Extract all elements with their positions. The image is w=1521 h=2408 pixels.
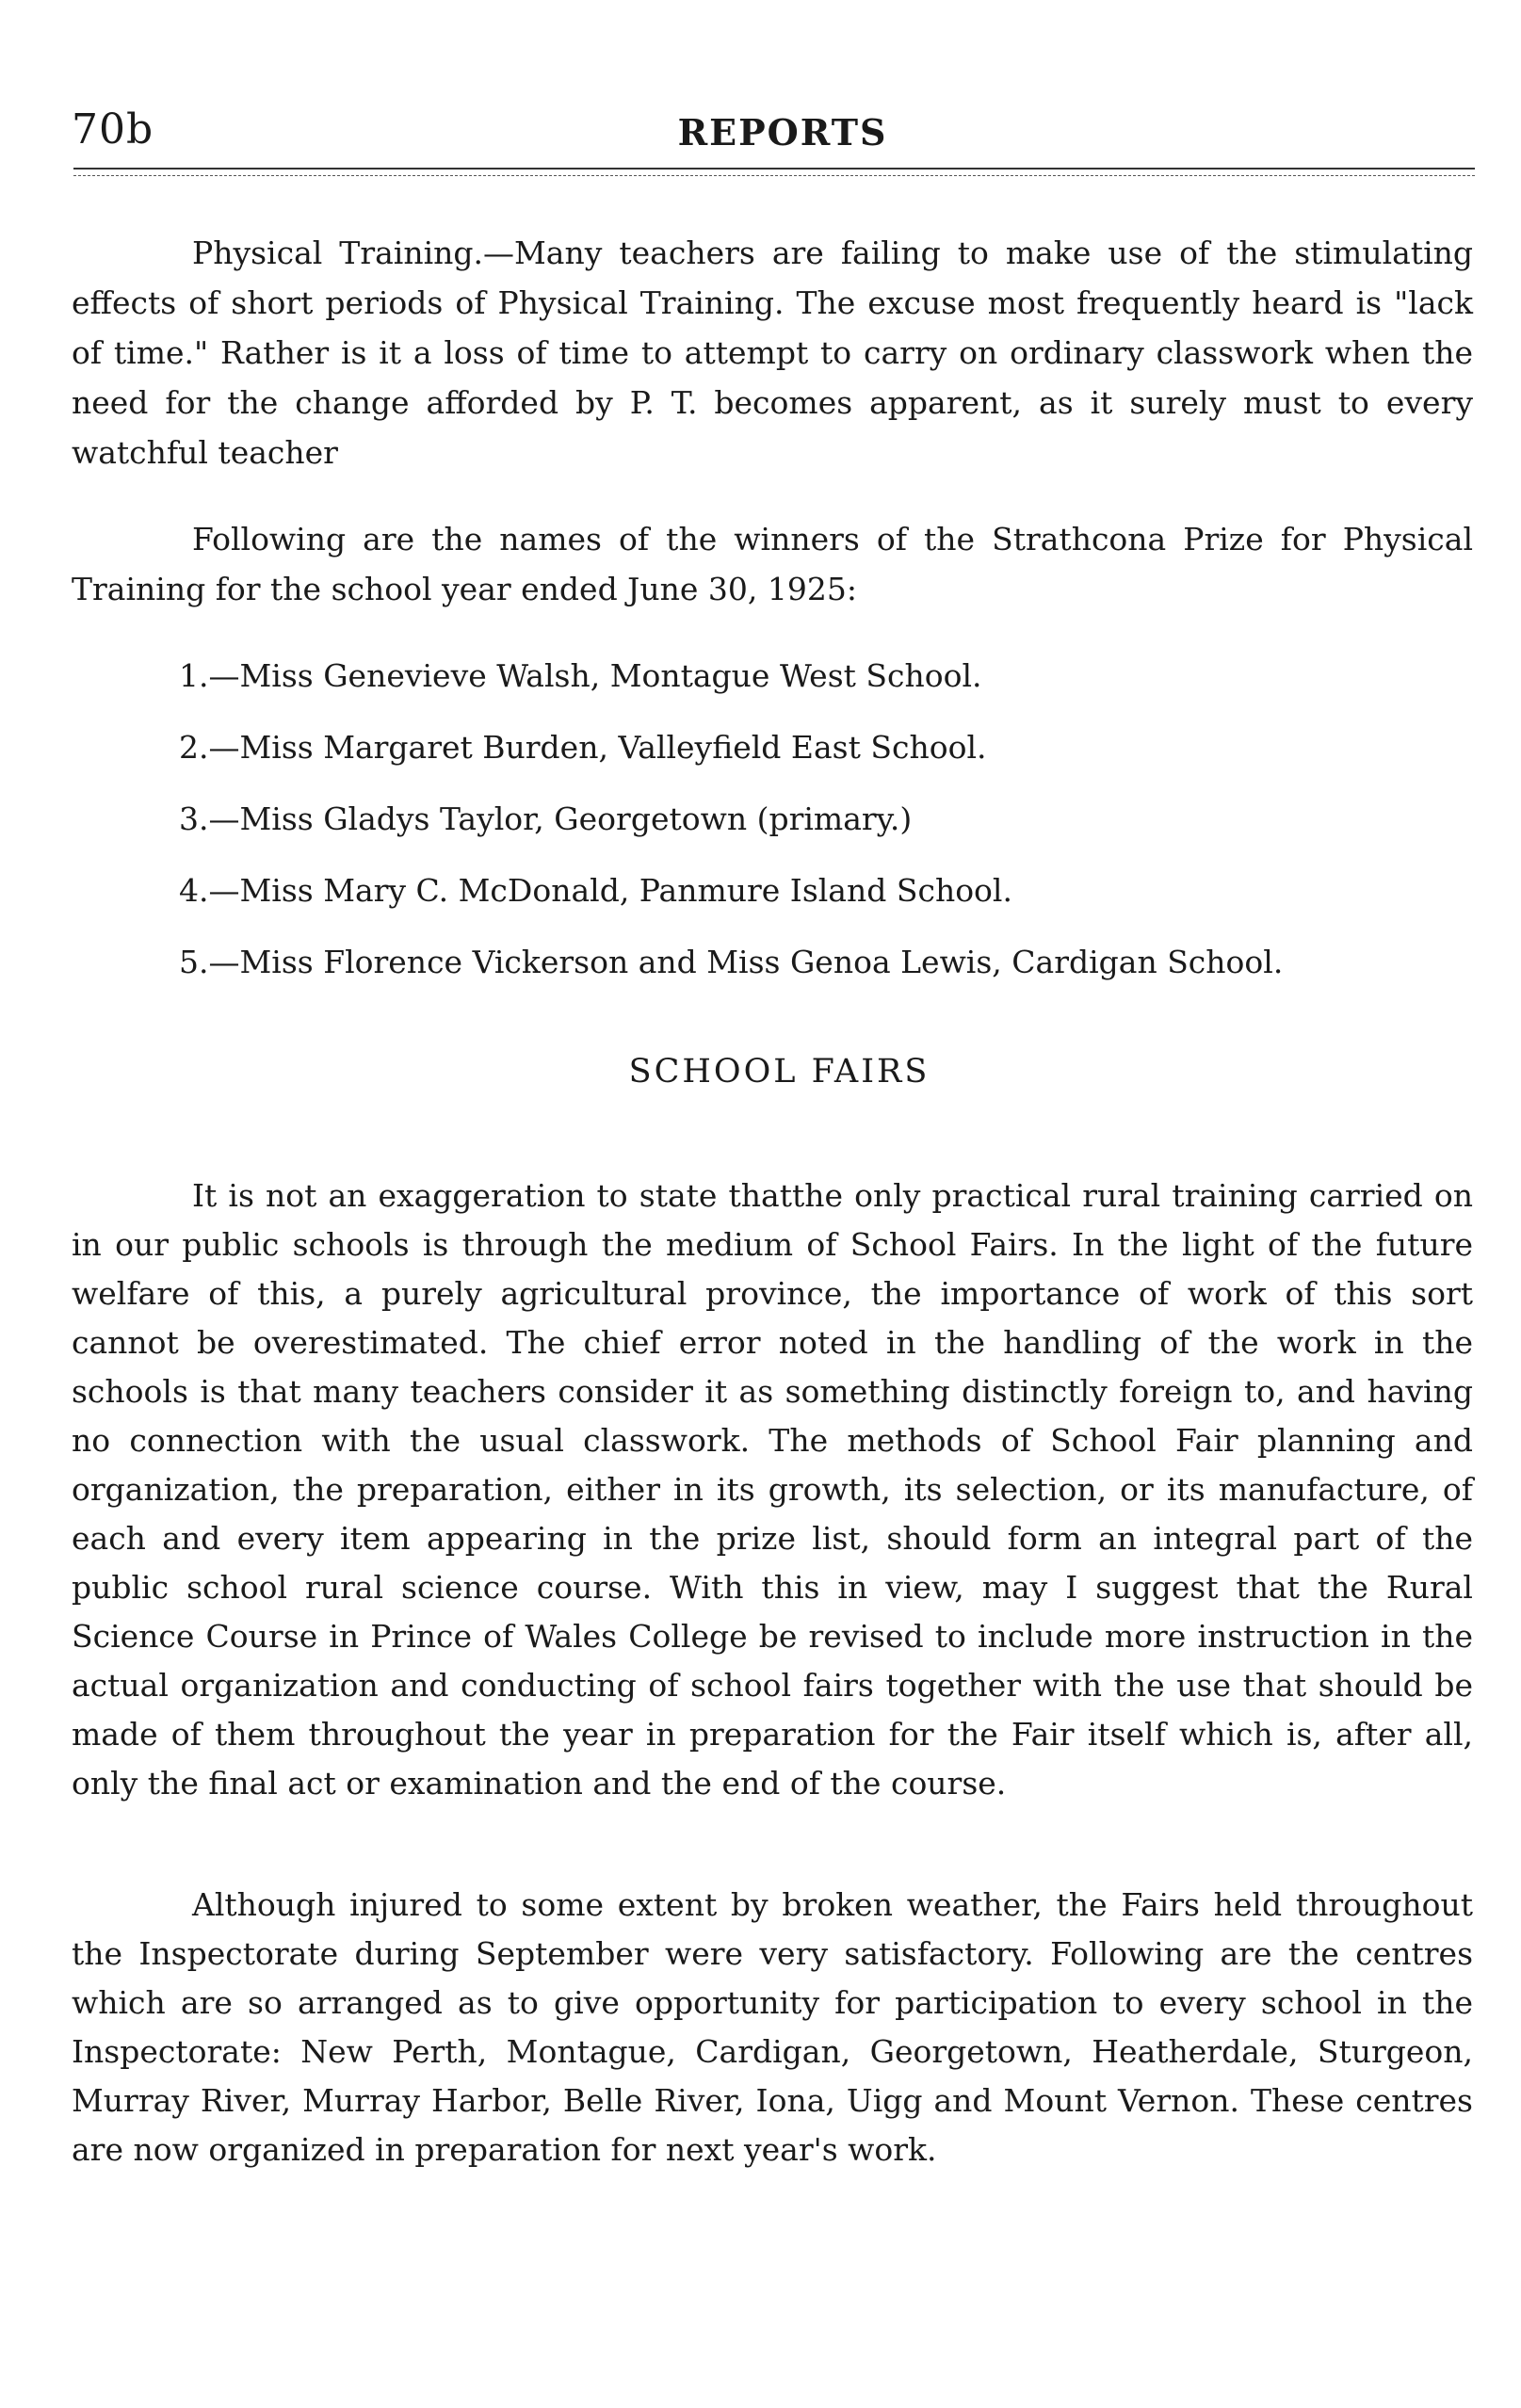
header-rule-dashed xyxy=(73,175,1475,176)
school-fairs-paragraph-2: Although injured to some extent by broken weather, the Fairs held throughout the Inspectorate during September were very satisfactory. Following are the centres which are so arranged as to give opportunity for participation to every school in the Inspectorate: New Perth, Montague, Cardigan, Georgetown, Heatherdale, Sturgeon, Murray River, Murray Harbor, Belle River, Iona, Uigg and Mount Vernon. These centres are now organized in preparation for next year's work. xyxy=(72,1886,1473,2168)
winners-intro-paragraph: Following are the names of the winners of the Strathcona Prize for Physical Training for the school year ended June 30, 1925: xyxy=(72,521,1473,607)
section-title-school-fairs: SCHOOL FAIRS xyxy=(628,1053,930,1091)
physical-training-paragraph: Physical Training.—Many teachers are failing to make use of the stimulating effects of short periods of Physical Training. The excuse most frequently heard is "lack of time." Rather is it a loss of time to attempt to carry on ordinary classwork when the need for the change afforded by P. T. becomes apparent, as it surely must to every watchful teacher xyxy=(72,234,1473,471)
running-head: REPORTS xyxy=(677,111,888,154)
list-item: 3.—Miss Gladys Taylor, Georgetown (primary.) xyxy=(179,800,913,837)
list-item: 2.—Miss Margaret Burden, Valleyfield East School. xyxy=(179,729,987,766)
strathcona-prize-section xyxy=(72,514,1473,614)
list-item: 5.—Miss Florence Vickerson and Miss Genoa Lewis, Cardigan School. xyxy=(179,944,1284,980)
physical-training-section xyxy=(72,228,1473,477)
winners-list xyxy=(179,640,1479,998)
list-item: 1.—Miss Genevieve Walsh, Montague West School. xyxy=(179,657,982,694)
list-item: 4.—Miss Mary C. McDonald, Panmure Island School. xyxy=(179,872,1012,909)
school-fairs-paragraph-1: It is not an exaggeration to state thatthe only practical rural training carried on in our public schools is through the medium of School Fairs. In the light of the future welfare of this, a purely agricultural province, the importance of work of this sort cannot be overestimated. The chief error noted in the handling of the work in the schools is that many teachers consider it as something distinctly foreign to, and having no connection with the usual classwork. The methods of School Fair planning and organization, the preparation, either in its growth, its selection, or its manufacture, of each and every item appearing in the prize list, should form an integral part of the public school rural science course. With this in view, may I suggest that the Rural Science Course in Prince of Wales College be revised to include more instruction in the actual organization and conducting of school fairs together with the use that should be made of them throughout the year in preparation for the Fair itself which is, after all, only the final act or examination and the end of the course. xyxy=(72,1177,1473,1802)
page-number: 70b xyxy=(72,105,154,154)
header-rule xyxy=(73,168,1475,170)
page-header xyxy=(72,105,1475,162)
school-fairs-section xyxy=(72,1172,1473,1808)
school-fairs-section-2 xyxy=(72,1881,1473,2174)
